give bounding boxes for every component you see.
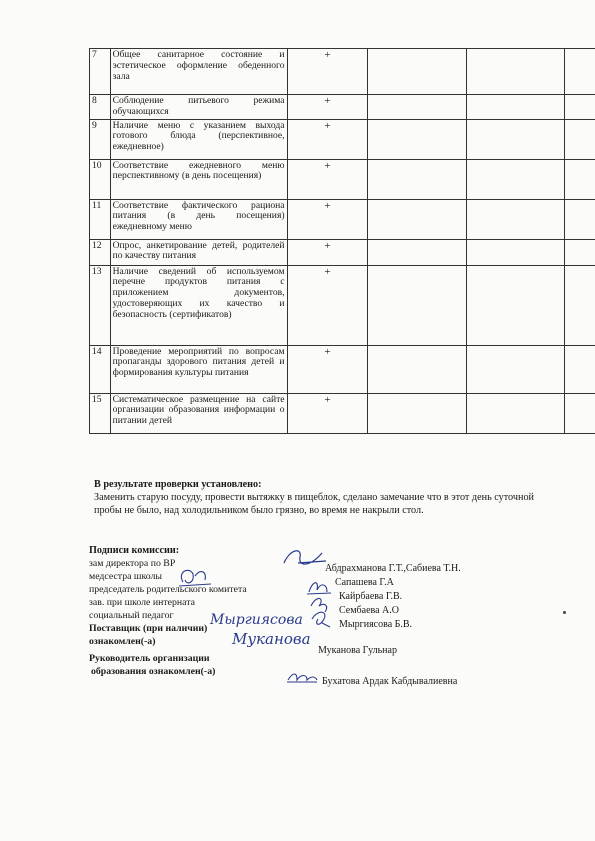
- acquainted-label: ознакомлен(-а): [89, 636, 156, 647]
- handwritten-signature-2: [175, 562, 215, 592]
- signature-role-4: зав. при школе интерната: [89, 597, 195, 608]
- row-empty-cell: [565, 119, 595, 159]
- table-row: [90, 49, 595, 95]
- row-empty-cell: [565, 239, 595, 265]
- row-empty-cell: [466, 95, 564, 120]
- head-name: Бухатова Ардак Кабдывалиевна: [322, 676, 458, 687]
- row-number: 10: [90, 159, 111, 199]
- table-row: [90, 393, 595, 433]
- row-number: 9: [90, 119, 111, 159]
- signature-role-5: социальный педагог: [89, 610, 174, 621]
- row-number: 13: [90, 265, 111, 345]
- row-empty-cell: [368, 159, 466, 199]
- table-row: [90, 95, 595, 120]
- row-criterion: Соблюдение питьевого режима обучающихся: [110, 95, 287, 120]
- row-empty-cell: [368, 199, 466, 239]
- supplier-name: Муканова Гульнар: [318, 645, 397, 656]
- row-empty-cell: [368, 239, 466, 265]
- row-criterion: Опрос, анкетирование детей, родителей по качеству питания: [110, 239, 287, 265]
- row-empty-cell: [565, 265, 595, 345]
- signatures-title: Подписи комиссии:: [89, 545, 180, 556]
- row-empty-cell: [565, 345, 595, 393]
- signature-role-1: зам директора по ВР: [89, 558, 176, 569]
- row-empty-cell: [368, 49, 466, 95]
- row-mark: +: [287, 95, 368, 120]
- handwritten-mukanova: Муканова: [232, 630, 311, 648]
- row-empty-cell: [565, 393, 595, 433]
- row-number: 15: [90, 393, 111, 433]
- row-empty-cell: [466, 159, 564, 199]
- row-empty-cell: [368, 393, 466, 433]
- table-row: [90, 199, 595, 239]
- table-row: [90, 239, 595, 265]
- handwritten-signature-head: [285, 668, 319, 688]
- table-row: [90, 345, 595, 393]
- row-mark: +: [287, 49, 368, 95]
- signature-name-5: Мыргиясова Б.В.: [339, 619, 413, 630]
- signature-role-3: председатель родительского комитета: [89, 584, 247, 595]
- row-empty-cell: [565, 49, 595, 95]
- row-empty-cell: [466, 49, 564, 95]
- signature-name-1: Абдрахманова Г.Т.,Сабиева Т.Н.: [325, 563, 461, 574]
- result-section: [94, 478, 564, 517]
- row-criterion: Систематическое размещение на сайте организации образования информации о питании детей: [110, 393, 287, 433]
- row-criterion: Наличие сведений об используемом перечне продуктов питания с приложением документов, удостоверяющих их качество и безопасность (сертификатов): [110, 265, 287, 345]
- row-empty-cell: [368, 345, 466, 393]
- row-mark: +: [287, 159, 368, 199]
- row-empty-cell: [466, 239, 564, 265]
- row-mark: +: [287, 265, 368, 345]
- row-empty-cell: [565, 199, 595, 239]
- head-label: Руководитель организации: [89, 653, 210, 664]
- row-number: 8: [90, 95, 111, 120]
- row-mark: +: [287, 393, 368, 433]
- table-row: [90, 119, 595, 159]
- row-mark: +: [287, 345, 368, 393]
- signature-role-2: медсестра школы: [89, 571, 162, 582]
- result-text: Заменить старую посуду, провести вытяжку в пищеблок, сделано замечание что в этот день суточной пробы не было, над холодильником было грязно, во время не накрыли стол.: [94, 492, 535, 516]
- row-number: 14: [90, 345, 111, 393]
- row-number: 11: [90, 199, 111, 239]
- handwritten-signature-5: [308, 607, 334, 629]
- signature-name-4: Сембаева А.О: [339, 605, 399, 616]
- row-criterion: Соответствие ежедневного меню перспективному (в день посещения): [110, 159, 287, 199]
- row-empty-cell: [565, 159, 595, 199]
- row-criterion: Соответствие фактического рациона питания (в день посещения) ежедневному меню: [110, 199, 287, 239]
- table-row: [90, 159, 595, 199]
- table-row: [90, 265, 595, 345]
- row-empty-cell: [466, 265, 564, 345]
- row-mark: +: [287, 119, 368, 159]
- page-mark: [563, 611, 566, 614]
- row-criterion: Наличие меню с указанием выхода готового блюда (перспективное, ежедневное): [110, 119, 287, 159]
- row-empty-cell: [466, 119, 564, 159]
- row-number: 7: [90, 49, 111, 95]
- row-empty-cell: [466, 393, 564, 433]
- row-empty-cell: [466, 345, 564, 393]
- supplier-label: Поставщик (при наличии): [89, 623, 208, 634]
- signature-name-3: Кайрбаева Г.В.: [339, 591, 403, 602]
- handwritten-mirgiyasova: Мыргиясова: [210, 612, 303, 628]
- row-mark: +: [287, 239, 368, 265]
- head-label-2: образования ознакомлен(-а): [91, 666, 216, 677]
- signature-name-2: Сапашева Г.А: [335, 577, 394, 588]
- row-empty-cell: [565, 95, 595, 120]
- row-empty-cell: [466, 199, 564, 239]
- row-mark: +: [287, 199, 368, 239]
- row-empty-cell: [368, 95, 466, 120]
- inspection-table: [89, 48, 595, 434]
- row-empty-cell: [368, 265, 466, 345]
- row-empty-cell: [368, 119, 466, 159]
- row-criterion: Общее санитарное состояние и эстетическое оформление обеденного зала: [110, 49, 287, 95]
- result-title: В результате проверки установлено:: [94, 479, 262, 490]
- row-number: 12: [90, 239, 111, 265]
- row-criterion: Проведение мероприятий по вопросам пропаганды здорового питания детей и формирования культуры питания: [110, 345, 287, 393]
- handwritten-signature-1: [280, 545, 330, 571]
